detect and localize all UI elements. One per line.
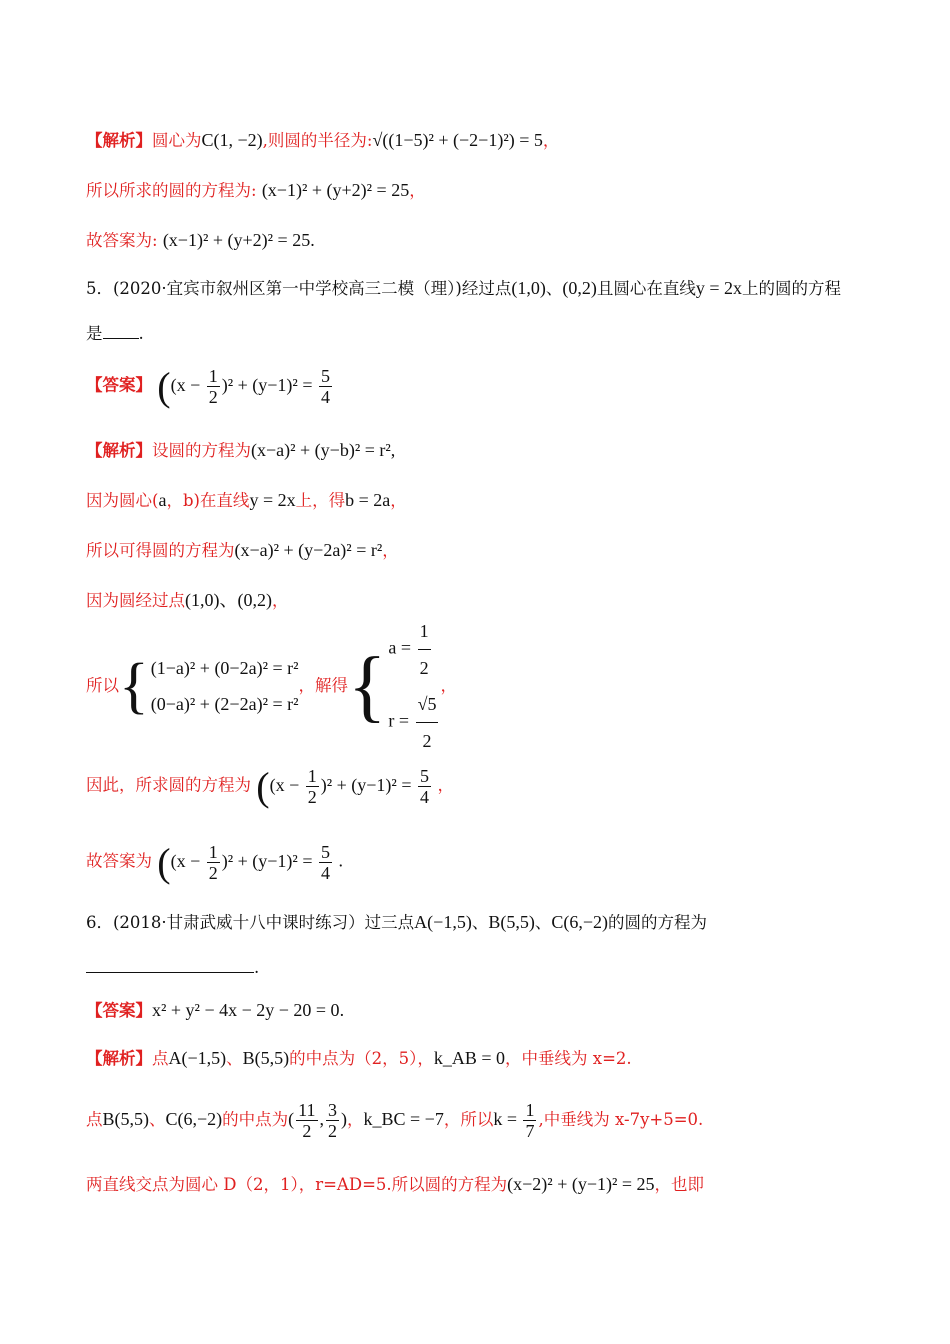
text: 点 bbox=[152, 1049, 169, 1068]
math: )² + (y−1)² = bbox=[221, 850, 317, 871]
solution bbox=[388, 613, 440, 686]
text: ， bbox=[271, 591, 289, 610]
q6-stem-line2 bbox=[86, 956, 259, 980]
math: (x − bbox=[170, 374, 205, 395]
numerator: 1 bbox=[307, 766, 317, 786]
text: 因为圆心( bbox=[86, 491, 159, 510]
system-rows bbox=[151, 650, 299, 722]
q6-stem-line1 bbox=[86, 910, 707, 935]
denominator: 2 bbox=[208, 387, 218, 407]
math: b = 2a bbox=[345, 490, 391, 510]
system-rows bbox=[388, 613, 440, 759]
text: . bbox=[138, 324, 144, 343]
fraction bbox=[418, 613, 431, 686]
fraction bbox=[207, 366, 220, 407]
text: ， bbox=[437, 775, 454, 795]
math: C(6,−2) bbox=[165, 1109, 223, 1129]
denominator: 4 bbox=[320, 863, 330, 883]
q5-sol-line1 bbox=[86, 438, 395, 463]
q5-stem-line2 bbox=[86, 322, 144, 346]
q5-stem-line1 bbox=[86, 276, 841, 301]
math: k = bbox=[493, 1109, 522, 1129]
q5-sol-line4 bbox=[86, 588, 288, 613]
text: 点 bbox=[86, 1110, 103, 1129]
fraction bbox=[296, 1100, 317, 1141]
text: 的中点为（2，5）， bbox=[289, 1049, 434, 1068]
text: ， bbox=[347, 1110, 364, 1129]
math bbox=[157, 839, 338, 885]
text: 所以 bbox=[86, 676, 119, 695]
numerator: 1 bbox=[418, 613, 431, 650]
text: 故答案为: bbox=[86, 231, 158, 250]
sol4-line3 bbox=[86, 228, 315, 253]
sol4-line2 bbox=[86, 178, 426, 203]
denominator: 2 bbox=[422, 731, 432, 751]
math: k_AB = 0 bbox=[433, 1048, 506, 1068]
q5-sol-line2 bbox=[86, 488, 407, 513]
denominator: 4 bbox=[320, 387, 330, 407]
q5-answer bbox=[86, 363, 334, 409]
question-text: 5．(2020·宜宾市叙州区第一中学校高三二模（理）)经过点 bbox=[86, 279, 512, 298]
math: B(5,5) bbox=[242, 1048, 290, 1068]
text: ，中垂线为 x=2. bbox=[505, 1049, 632, 1068]
numerator: 5 bbox=[419, 766, 429, 786]
text: ， bbox=[542, 131, 560, 150]
answer-label: 【答案】 bbox=[86, 1001, 152, 1020]
text: 、 bbox=[149, 1110, 166, 1129]
fraction bbox=[416, 686, 439, 759]
math: A(−1,5) bbox=[414, 912, 472, 932]
equation: (1−a)² + (0−2a)² = r² bbox=[150, 658, 299, 678]
fraction bbox=[319, 366, 332, 407]
equation-system bbox=[119, 650, 299, 722]
math: k_BC = −7 bbox=[363, 1109, 444, 1129]
math: , bbox=[319, 1109, 324, 1129]
denominator: 2 bbox=[307, 787, 317, 807]
text: ， bbox=[382, 541, 399, 560]
text: 的圆的方程为 bbox=[607, 913, 707, 932]
math: (0,2) bbox=[562, 278, 597, 298]
numerator: 1 bbox=[208, 842, 218, 862]
text: 上的圆的方程 bbox=[742, 279, 842, 298]
analysis-label: 【解析】 bbox=[86, 131, 152, 150]
answer-expression bbox=[157, 363, 334, 409]
q5-sol-line7 bbox=[86, 839, 343, 885]
math: )² + (y−1)² = bbox=[320, 774, 416, 795]
math: (x − bbox=[170, 850, 205, 871]
math bbox=[256, 763, 437, 809]
answer-expression: x² + y² − 4x − 2y − 20 = 0 bbox=[152, 1000, 340, 1020]
text: 且圆心在直线 bbox=[596, 279, 696, 298]
math: √((1−5)² + (−2−1)²) = 5 bbox=[372, 130, 543, 150]
numerator: √5 bbox=[416, 686, 439, 723]
brace: { bbox=[348, 642, 387, 730]
numerator: 5 bbox=[320, 366, 330, 386]
math: (x−a)² + (y−b)² = r², bbox=[251, 440, 396, 460]
q5-sol-line3 bbox=[86, 538, 399, 563]
denominator: 2 bbox=[302, 1121, 312, 1141]
math: )² + (y−1)² = bbox=[221, 374, 317, 395]
text: 所以所求的圆的方程为: bbox=[86, 181, 257, 200]
text: 圆心为 bbox=[152, 131, 202, 150]
fraction bbox=[418, 766, 431, 807]
math: (x−2)² + (y−1)² = 25 bbox=[507, 1174, 655, 1194]
math: r = bbox=[388, 710, 414, 731]
text: ， bbox=[409, 181, 426, 200]
answer-blank bbox=[103, 338, 139, 339]
text: . bbox=[338, 850, 343, 871]
numerator: 1 bbox=[208, 366, 218, 386]
analysis-label: 【解析】 bbox=[86, 441, 152, 460]
q5-sol-line5 bbox=[86, 621, 457, 751]
math: a bbox=[158, 490, 167, 510]
math: C(6,−2) bbox=[551, 912, 608, 932]
text: 、 bbox=[534, 913, 552, 932]
brace: { bbox=[119, 652, 149, 720]
q5-sol-line6 bbox=[86, 763, 454, 809]
solution-system bbox=[348, 613, 440, 759]
solution bbox=[388, 686, 440, 759]
text: 、 bbox=[471, 913, 489, 932]
text: . bbox=[339, 1000, 345, 1020]
text: 所以可得圆的方程为 bbox=[86, 541, 235, 560]
numerator: 3 bbox=[328, 1100, 337, 1120]
math: ) bbox=[341, 1109, 347, 1129]
math: A(−1,5) bbox=[168, 1048, 227, 1068]
paren: ( bbox=[157, 363, 171, 409]
fraction bbox=[326, 1100, 339, 1141]
fraction bbox=[523, 1100, 536, 1141]
math: C(1, −2) bbox=[201, 130, 263, 150]
text: 是 bbox=[86, 324, 103, 343]
q6-sol-line2 bbox=[86, 1100, 703, 1141]
math: (1,0)、(0,2) bbox=[185, 590, 272, 610]
denominator: 2 bbox=[208, 863, 218, 883]
q6-sol-line1 bbox=[86, 1046, 632, 1071]
numerator: 1 bbox=[525, 1100, 535, 1120]
math: B(5,5) bbox=[488, 912, 535, 932]
denominator: 2 bbox=[328, 1121, 337, 1141]
math: (x − bbox=[269, 774, 304, 795]
analysis-label: 【解析】 bbox=[86, 1049, 152, 1068]
text: 故答案为 bbox=[86, 851, 152, 871]
sol4-line1 bbox=[86, 128, 559, 153]
text: ，所以 bbox=[443, 1110, 494, 1129]
fraction bbox=[306, 766, 319, 807]
text: 的中点为 bbox=[222, 1110, 289, 1129]
fraction bbox=[207, 842, 220, 883]
math: a = bbox=[388, 637, 416, 658]
text: . bbox=[254, 958, 260, 977]
denominator: 2 bbox=[419, 658, 429, 678]
math: B(5,5) bbox=[102, 1109, 149, 1129]
paren: ( bbox=[157, 839, 171, 885]
text: 、 bbox=[226, 1049, 243, 1068]
text: 设圆的方程为 bbox=[152, 441, 251, 460]
text: ， bbox=[440, 676, 457, 695]
text: . bbox=[310, 230, 315, 250]
text: ，b)在直线 bbox=[166, 491, 250, 510]
numerator: 11 bbox=[298, 1100, 316, 1120]
text: ，也即 bbox=[654, 1175, 705, 1194]
text: 、 bbox=[545, 279, 563, 298]
text: ,则圆的半径为: bbox=[262, 131, 373, 150]
math: (1,0) bbox=[511, 278, 546, 298]
math: y = 2x bbox=[249, 490, 296, 510]
math: ( bbox=[288, 1109, 295, 1129]
text: ， bbox=[390, 491, 407, 510]
math: y = 2x bbox=[695, 278, 743, 298]
answer-blank bbox=[86, 972, 254, 973]
text: 因为圆经过点 bbox=[86, 591, 185, 610]
paren: ( bbox=[256, 763, 270, 809]
numerator: 5 bbox=[320, 842, 330, 862]
text: ,中垂线为 x-7y+5=0. bbox=[538, 1110, 704, 1129]
answer-label: 【答案】 bbox=[86, 375, 152, 395]
denominator: 4 bbox=[419, 787, 429, 807]
question-text: 6．(2018·甘肃武威十八中课时练习）过三点 bbox=[86, 913, 415, 932]
text: 因此，所求圆的方程为 bbox=[86, 775, 251, 795]
fraction bbox=[319, 842, 332, 883]
q6-answer bbox=[86, 998, 344, 1023]
equation: (0−a)² + (2−2a)² = r² bbox=[150, 694, 299, 714]
q6-sol-line3 bbox=[86, 1172, 704, 1197]
text: 两直线交点为圆心 D（2，1），r=AD=5.所以圆的方程为 bbox=[86, 1175, 508, 1194]
math: (x−a)² + (y−2a)² = r² bbox=[234, 540, 383, 560]
text: ，解得 bbox=[298, 676, 349, 695]
math: (x−1)² + (y+2)² = 25 bbox=[162, 230, 311, 250]
denominator: 7 bbox=[525, 1121, 535, 1141]
math: (x−1)² + (y+2)² = 25 bbox=[261, 180, 410, 200]
text: 上，得 bbox=[295, 491, 346, 510]
